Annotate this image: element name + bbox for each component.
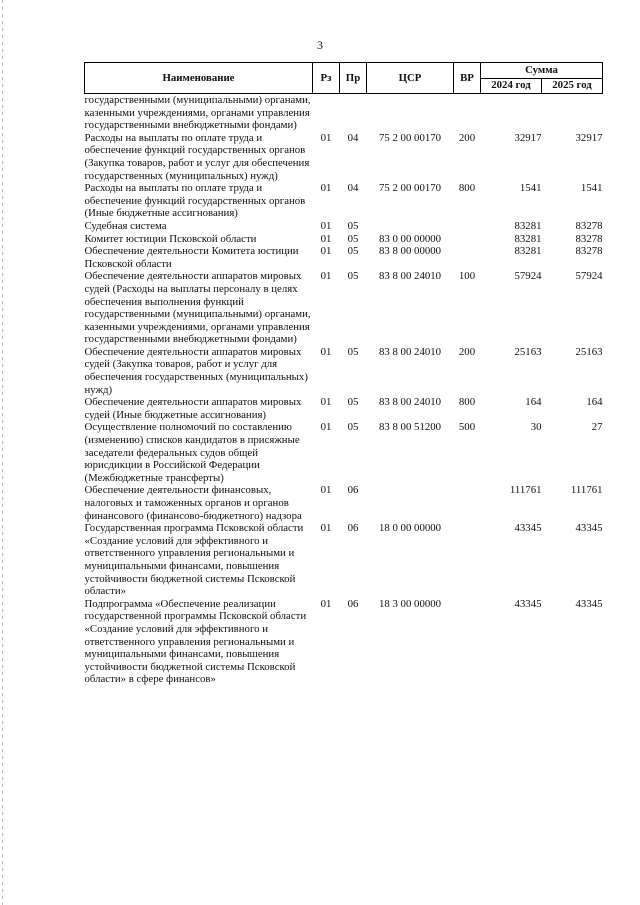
table-row [85,522,603,598]
row-csr-cell: 18 0 00 00000 [378,522,442,535]
row-vr-cell [454,522,481,598]
row-csr-cell: 83 8 00 24010 [378,270,442,283]
row-rz-cell: 01 [320,219,332,232]
row-pr-cell: 05 [347,421,359,434]
row-pr-cell [340,94,367,132]
table-row [85,182,603,220]
table-row [85,484,603,522]
row-pr-cell: 04 [347,182,359,195]
row-name-cell: Подпрограмма «Обеспечение реализации государственной программы Псковской области «Создание условий для эффективного и ответственного управления региональными и муниципальными финансами, повышения устойчивости бюджетной системы Псковской области» в сфере финансов» [84,597,307,686]
row-pr-cell: 05 [347,270,359,283]
row-sum-2024-cell: 164 [525,396,542,409]
row-vr-cell: 500 [458,421,476,434]
row-rz-cell: 01 [320,421,332,434]
row-sum-2024-cell: 1541 [519,182,542,195]
row-sum-2024-cell: 43345 [514,597,542,610]
header-name: Наименование [85,63,313,94]
row-sum-2024-cell: 83281 [514,219,542,232]
row-sum-2024-cell: 43345 [514,522,542,535]
row-sum-2024-cell: 57924 [514,270,542,283]
row-sum-2025-cell: 164 [586,396,603,409]
row-rz-cell: 01 [320,182,332,195]
row-rz-cell: 01 [320,131,332,144]
row-pr-cell: 05 [347,232,359,245]
row-rz-cell: 01 [320,232,332,245]
row-rz-cell: 01 [320,270,332,283]
row-pr-cell: 05 [347,396,359,409]
row-vr-cell [454,94,481,132]
table-row [85,94,603,132]
row-csr-cell: 75 2 00 00170 [378,131,442,144]
row-sum-2024-cell [481,94,542,132]
row-csr-cell: 83 8 00 24010 [378,345,442,358]
row-rz-cell: 01 [320,345,332,358]
row-csr-cell: 18 3 00 00000 [378,597,442,610]
table-row [85,270,603,346]
row-pr-cell: 04 [347,131,359,144]
header-year-2025: 2025 год [542,78,603,94]
row-sum-2025-cell: 43345 [575,597,603,610]
table-row [85,598,603,686]
row-sum-2025-cell: 43345 [575,522,603,535]
row-vr-cell: 800 [458,396,476,409]
budget-table [84,62,603,686]
row-rz-cell: 01 [320,522,332,535]
row-name-cell: Осуществление полномочий по составлению (изменению) списков кандидатов в присяжные заседатели федеральных судов общей юрисдикции в Российской Федерации (Межбюджетные трансферты) [84,421,300,484]
row-name-cell: Государственная программа Псковской области «Создание условий для эффективного и ответственного управления региональными и муниципальными финансами, повышения устойчивости бюджетной системы Псковской области» [84,522,304,598]
row-sum-2025-cell: 1541 [580,182,603,195]
page-number: 3 [317,38,323,52]
row-name-cell: Расходы на выплаты по оплате труда и обеспечение функций государственных органов (Иные бюджетные ассигнования) [84,182,306,220]
row-name-cell: государственными (муниципальными) органами, казенными учреждениями, органами управления государственными внебюджетными фондами) [84,94,311,132]
row-vr-cell [454,598,481,686]
row-sum-2025-cell: 32917 [575,131,603,144]
row-vr-cell: 200 [458,131,476,144]
row-csr-cell: 83 8 00 51200 [378,421,442,434]
row-sum-2025-cell: 25163 [575,345,603,358]
row-csr-cell: 83 8 00 00000 [378,245,442,258]
row-rz-cell: 01 [320,597,332,610]
header-vr: ВР [454,63,481,94]
table-row [85,421,603,484]
row-name-cell: Обеспечение деятельности аппаратов мировых судей (Иные бюджетные ассигнования) [84,396,302,421]
table-row [85,132,603,182]
table-row [85,245,603,270]
row-sum-2025-cell: 83278 [575,245,603,258]
header-sum: Сумма [481,63,603,79]
scan-edge [2,0,3,905]
table-row [85,396,603,421]
row-vr-cell: 200 [458,345,476,358]
row-rz-cell: 01 [320,245,332,258]
row-vr-cell [454,484,481,522]
row-vr-cell: 800 [458,182,476,195]
table-row [85,233,603,246]
header-rz: Рз [313,63,340,94]
header-year-2024: 2024 год [481,78,542,94]
row-pr-cell: 06 [347,597,359,610]
header-pr: Пр [340,63,367,94]
row-csr-cell [367,94,454,132]
row-vr-cell [454,220,481,233]
row-sum-2025-cell: 83278 [575,219,603,232]
row-sum-2025-cell: 57924 [575,270,603,283]
row-sum-2025-cell: 111761 [570,484,603,497]
row-sum-2025-cell: 83278 [575,232,603,245]
row-sum-2024-cell: 32917 [514,131,542,144]
row-name-cell: Комитет юстиции Псковской области [84,232,257,245]
table-body [85,94,603,686]
row-pr-cell: 05 [347,245,359,258]
row-name-cell: Обеспечение деятельности Комитета юстиции Псковской области [84,245,299,270]
row-name-cell: Обеспечение деятельности аппаратов мировых судей (Расходы на выплаты персоналу в целях обеспечения выполнения функций государственными (муниципальными) органами, казенными учреждениями, органами управления государственными внебюджетными фондами) [84,270,311,346]
row-vr-cell [454,245,481,270]
row-sum-2024-cell: 111761 [509,484,542,497]
row-pr-cell: 06 [347,484,359,497]
row-rz-cell [313,94,340,132]
row-sum-2024-cell: 83281 [514,232,542,245]
row-pr-cell: 06 [347,522,359,535]
row-name-cell: Судебная система [84,219,167,232]
header-csr: ЦСР [367,63,454,94]
row-name-cell: Расходы на выплаты по оплате труда и обеспечение функций государственных органов (Закупка товаров, работ и услуг для обеспечения государственных (муниципальных) нужд) [84,131,310,182]
row-csr-cell: 83 0 00 00000 [378,232,442,245]
row-pr-cell: 05 [347,219,359,232]
row-csr-cell: 75 2 00 00170 [378,182,442,195]
row-sum-2024-cell: 30 [530,421,542,434]
row-sum-2024-cell: 83281 [514,245,542,258]
table-row [85,346,603,396]
row-pr-cell: 05 [347,345,359,358]
row-name-cell: Обеспечение деятельности аппаратов мировых судей (Закупка товаров, работ и услуг для обеспечения государственных (муниципальных) нужд) [84,345,308,396]
row-rz-cell: 01 [320,484,332,497]
row-sum-2024-cell: 25163 [514,345,542,358]
row-csr-cell [367,220,454,233]
row-sum-2025-cell [542,94,603,132]
row-name-cell: Обеспечение деятельности финансовых, налоговых и таможенных органов и органов финансового (финансово-бюджетного) надзора [84,484,302,522]
row-vr-cell [454,233,481,246]
row-csr-cell: 83 8 00 24010 [378,396,442,409]
table-row [85,220,603,233]
row-rz-cell: 01 [320,396,332,409]
row-sum-2025-cell: 27 [591,421,603,434]
row-vr-cell: 100 [458,270,476,283]
row-csr-cell [367,484,454,522]
